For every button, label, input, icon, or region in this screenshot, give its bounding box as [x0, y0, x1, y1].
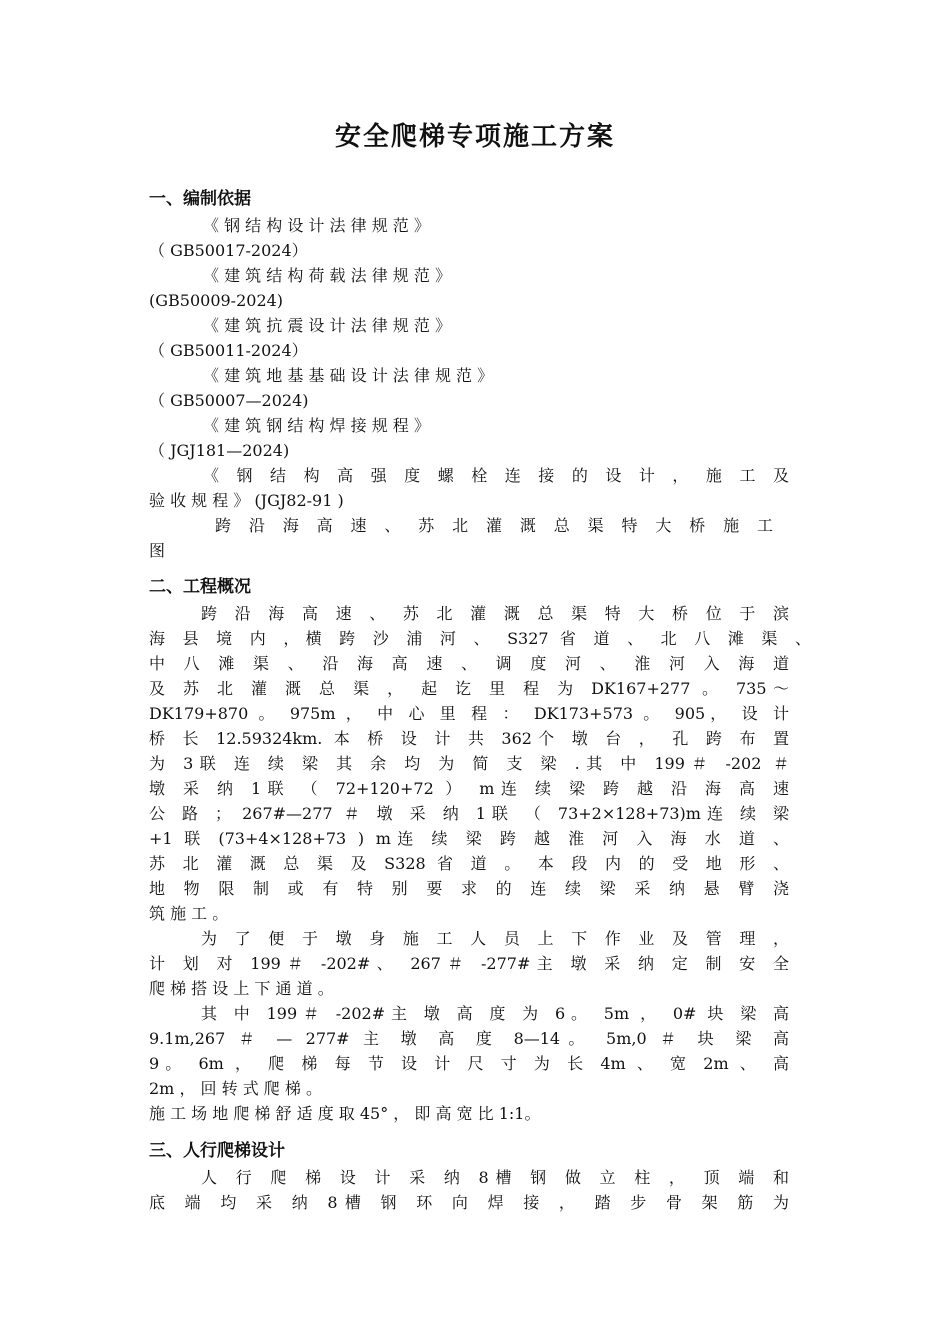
- basis-line: 《 钢 结 构 设 计 法 律 规 范 》: [203, 216, 430, 235]
- overview-line: 跨 沿 海 高 速 、 苏 北 灌 溉 总 渠 特 大 桥 位 于 滨: [201, 604, 789, 623]
- basis-line: （ GB50017-2024）: [149, 241, 308, 260]
- basis-line: 《 建 筑 地 基 基 础 设 计 法 律 规 范 》: [203, 366, 494, 385]
- overview-line: 地 物 限 制 或 有 特 别 要 求 的 连 续 梁 采 纳 悬 臂 浇: [149, 879, 789, 898]
- overview-line: 计 划 对 199＃ -202#、 267＃ -277#主 墩 采 纳 定 制 安 全: [149, 954, 789, 973]
- section-heading-ladder-design: 三、人行爬梯设计: [149, 1141, 285, 1161]
- basis-line: 《 建 筑 抗 震 设 计 法 律 规 范 》: [203, 316, 451, 335]
- overview-line: 苏 北 灌 溉 总 渠 及 S328 省 道 。 本 段 内 的 受 地 形 、: [149, 854, 789, 873]
- basis-line: （ GB50007—2024): [149, 391, 309, 410]
- document-title: 安全爬梯专项施工方案: [334, 122, 615, 152]
- overview-line: 中 八 滩 渠 、 沿 海 高 速 、 调 度 河 、 淮 河 入 海 道: [149, 654, 789, 673]
- basis-line: 《 钢 结 构 高 强 度 螺 栓 连 接 的 设 计 ， 施 工 及: [203, 466, 789, 485]
- overview-line: 9。 6m ， 爬 梯 每 节 设 计 尺 寸 为 长 4m 、 宽 2m 、 高: [149, 1054, 789, 1073]
- basis-line: 《 建 筑 钢 结 构 焊 接 规 程 》: [203, 416, 430, 435]
- overview-line: +1 联 (73+4×128+73 ) m连 续 梁 跨 越 淮 河 入 海 水 道 、: [149, 829, 789, 848]
- section-heading-overview: 二、工程概况: [149, 577, 251, 597]
- design-line: 人 行 爬 梯 设 计 采 纳 8槽 钢 做 立 柱 ， 顶 端 和: [201, 1168, 789, 1187]
- basis-line: 图: [149, 541, 166, 560]
- basis-line: 跨 沿 海 高 速 、 苏 北 灌 溉 总 渠 特 大 桥 施 工: [215, 516, 773, 535]
- overview-line: 爬 梯 搭 设 上 下 通 道 。: [149, 979, 334, 998]
- basis-line: 验 收 规 程 》 (JGJ82-91 ): [149, 491, 344, 510]
- overview-line: 公 路 ； 267#—277 ＃ 墩 采 纳 1联 （ 73+2×128+73)m连 续 梁: [149, 804, 789, 823]
- overview-line: 为 了 便 于 墩 身 施 工 人 员 上 下 作 业 及 管 理 ，: [201, 929, 789, 948]
- overview-line: 施 工 场 地 爬 梯 舒 适 度 取 45° ， 即 高 宽 比 1:1。: [149, 1104, 541, 1123]
- design-line: 底 端 均 采 纳 8槽 钢 环 向 焊 接 ， 踏 步 骨 架 筋 为: [149, 1193, 789, 1212]
- basis-line: （ GB50011-2024）: [149, 341, 308, 360]
- overview-line: 墩 采 纳 1联 （ 72+120+72 ） m连 续 梁 跨 越 沿 海 高 速: [149, 779, 789, 798]
- overview-line: 筑 施 工 。: [149, 904, 229, 923]
- overview-line: 桥 长 12.59324km. 本 桥 设 计 共 362个 墩 台 ， 孔 跨 布 置: [149, 729, 789, 748]
- basis-line: （ JGJ181—2024): [149, 441, 290, 460]
- overview-line: 其 中 199＃ -202#主 墩 高 度 为 6。 5m ， 0# 块 梁 高: [201, 1004, 789, 1023]
- basis-line: 《 建 筑 结 构 荷 载 法 律 规 范 》: [203, 266, 451, 285]
- overview-line: 及 苏 北 灌 溉 总 渠 ， 起 讫 里 程 为 DK167+277 。 735～: [149, 679, 789, 698]
- overview-line: 9.1m,267 ＃ — 277# 主 墩 高 度 8—14。 5m,0 ＃ 块 梁 高: [149, 1029, 789, 1048]
- overview-line: 为 3联 连 续 梁 其 余 均 为 简 支 梁 .其 中 199＃ -202 ＃: [149, 754, 789, 773]
- basis-line: (GB50009-2024): [149, 291, 284, 310]
- overview-line: DK179+870 。 975m ， 中 心 里 程 ： DK173+573 。 905， 设 计: [149, 704, 789, 723]
- overview-line: 2m ， 回 转 式 爬 梯 。: [149, 1079, 322, 1098]
- section-heading-basis: 一、编制依据: [149, 189, 251, 209]
- overview-line: 海 县 境 内 ，横 跨 沙 浦 河 、 S327 省 道 、 北 八 滩 渠 、: [149, 629, 811, 648]
